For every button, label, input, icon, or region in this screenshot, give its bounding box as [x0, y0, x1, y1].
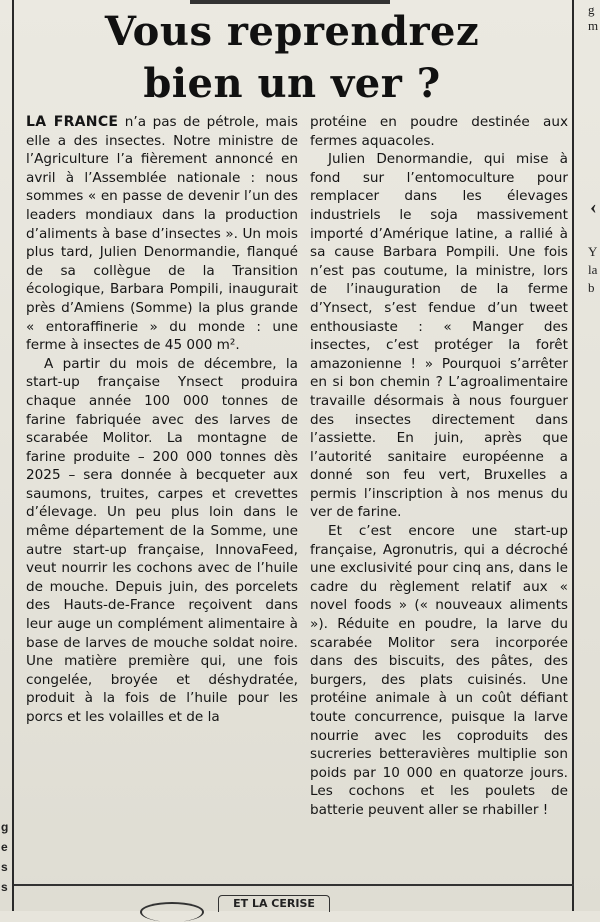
article-paragraph: Julien Denormandie, qui mise à fond sur l’entomoculture pour remplacer dans les élevages industriels le soja massivement importé d’Amérique latine, a rallié à sa cause Barbara Pompili. Une fois n’est pas coutume, la ministre, lors de l’inauguration de la ferme d’Ynsect, s’est fendue d’un tweet enthousiaste : « Manger des insectes, c’est protéger la forêt amazonienne ! » Pourquoi s’arrêter en si bon chemin ? L’agroalimentaire travaille désormais à nous fourguer des insectes directement dans l’assiette. En juin, après que l’autorité sanitaire européenne a donné son feu vert, Bruxelles a permis l’inscription à nos menus du ver de farine. — [310, 151, 568, 521]
right-fragment-text: Y — [588, 244, 598, 259]
left-fragment-letter: g — [1, 820, 9, 834]
headline-line-1: Vous reprendrez — [104, 8, 480, 55]
article-paragraph — [26, 113, 298, 355]
next-article-heading: ET LA CERISE — [218, 895, 330, 912]
left-fragment-letter: s — [1, 880, 8, 894]
lead-word: LA FRANCE — [26, 114, 119, 130]
article-paragraph: Et c’est encore une start-up française, Agronutris, qui a décroché une exclusivité pour cinq ans, dans le cadre du règlement relatif aux « novel foods » (« nouveaux aliments »). Réduite en poudre, la larve du scarabée Molitor sera incorporée dans des biscuits, des pâtes, des burgers, des plats cuisinés. Une protéine animale à un coût défiant toute concurrence, puisque la larve nourrie avec les coproduits des sucreries betteravières multiplie son poids par 10 000 en quatorze jours. Les cochons et les poulets de batterie peuvent aller se rhabiller ! — [310, 523, 568, 818]
bottom-rule — [14, 884, 574, 886]
right-fragment-text: b — [588, 280, 595, 295]
top-rule — [190, 0, 390, 4]
paragraph-text: n’a pas de pétrole, mais elle a des insectes. Notre ministre de l’Agriculture l’a fièrement annoncé en avril à l’Assemblée nationale : nous sommes « en passe de devenir l’un des leaders mondiaux dans la production d’aliments à base d’insectes ». Un mois plus tard, Julien Denormandie, flanqué de sa collègue de la Transition écologique, Barbara Pompili, inaugurait près d’Amiens (Somme) la plus grande « entoraffinerie » du monde : une ferme à insectes de 45 000 m². — [26, 114, 298, 354]
right-fragment-text: g — [588, 2, 595, 17]
left-column-fragment — [0, 0, 14, 911]
headline-line-2: bien un ver ? — [143, 60, 441, 107]
left-fragment-letter: s — [1, 860, 8, 874]
chevron-left-icon: ‹ — [590, 196, 597, 218]
left-fragment-letter: e — [1, 840, 8, 854]
right-fragment-text: m — [588, 18, 599, 33]
article-column-right — [310, 113, 568, 820]
headline — [14, 6, 570, 110]
article-column-left — [26, 113, 298, 727]
right-fragment-text: la — [588, 262, 598, 277]
bottom-arc-shape — [140, 902, 204, 922]
right-column-fragment — [572, 0, 600, 911]
article-paragraph: protéine en poudre destinée aux fermes aquacoles. — [310, 114, 568, 149]
article-paragraph: A partir du mois de décembre, la start-up française Ynsect produira chaque année 100 000 tonnes de farine fabriquée avec des larves de scarabée Molitor. La montagne de farine produite – 200 000 tonnes dès 2025 – sera donnée à becqueter aux saumons, truites, carpes et crevettes d’élevage. Un peu plus loin dans le même département de la Somme, une autre start-up française, InnovaFeed, veut nourrir les cochons avec de l’huile de mouche. Depuis juin, des porcelets des Hauts-de-France reçoivent dans leur auge un complément alimentaire à base de larves de mouche soldat noire. Une matière première qui, une fois congelée, broyée et déshydratée, produit à la fois de l’huile pour les porcs et les volailles et de la — [26, 355, 298, 725]
